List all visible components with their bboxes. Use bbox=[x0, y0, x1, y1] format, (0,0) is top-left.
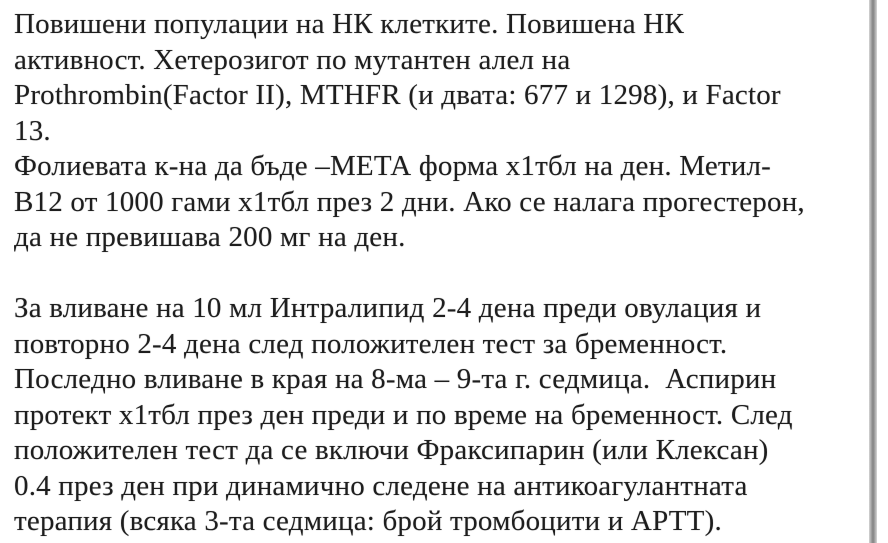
text-line: В12 от 1000 гами х1тбл през 2 дни. Ако се налага прогестерон, bbox=[14, 185, 805, 218]
text-line: 0.4 през ден при динамично следене на антикоагулантната bbox=[14, 469, 748, 502]
text-line: Последно вливане в края на 8-ма – 9-та г. седмица. Аспирин bbox=[14, 363, 777, 395]
text-line: протект х1тбл през ден преди и по време на бременност. След bbox=[14, 398, 793, 431]
text-line: повторно 2-4 дена след положителен тест за бременност. bbox=[14, 327, 728, 360]
vertical-scrollbar[interactable] bbox=[867, 0, 879, 543]
text-line: Фолиевата к-на да бъде –МЕТА форма х1тбл на ден. Метил- bbox=[14, 150, 772, 182]
document-text-area bbox=[14, 7, 864, 543]
text-line: Prothrombin(Factor II), MTHFR (и двата: 677 и 1298), и Factor bbox=[14, 79, 781, 111]
text-line: 13. bbox=[14, 114, 51, 147]
text-line: да не превишава 200 мг на ден. bbox=[14, 221, 406, 253]
scrollbar-thumb[interactable] bbox=[869, 0, 877, 543]
text-line: За вливане на 10 мл Интралипид 2-4 дена преди овулация и bbox=[14, 292, 762, 324]
text-line: Повишени популации на НК клетките. Повишена НК bbox=[14, 8, 684, 40]
blank-line bbox=[14, 256, 864, 292]
text-line: терапия (всяка 3-та седмица: брой тромбоцити и АРТТ). bbox=[14, 505, 722, 537]
text-line: активност. Хетерозигот по мутантен алел на bbox=[14, 43, 571, 76]
text-line: положителен тест да се включи Фраксипарин (или Клексан) bbox=[14, 434, 769, 466]
